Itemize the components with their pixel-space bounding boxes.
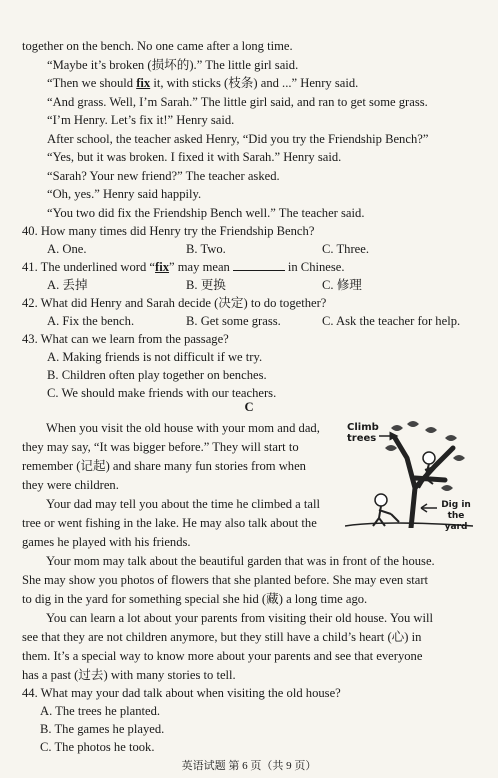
option-a[interactable]: A. One. xyxy=(47,242,87,256)
illus-label-climb: Climb trees xyxy=(347,422,379,444)
passage-line: to dig in the yard for something special she hid (藏) a long time ago. xyxy=(22,592,368,606)
illustration-tree-and-yard xyxy=(345,418,473,532)
option-a[interactable]: A. 丢掉 xyxy=(47,278,88,292)
passage-line: has a past (过去) with many stories to tell. xyxy=(22,668,236,682)
question-stem: 42. What did Henry and Sarah decide (决定) to do together? xyxy=(22,296,327,310)
option-c[interactable]: C. Ask the teacher for help. xyxy=(322,314,461,328)
underlined-word-fix: fix xyxy=(155,260,170,274)
passage-line: After school, the teacher asked Henry, “Did you try the Friendship Bench?” xyxy=(47,132,429,146)
option-b[interactable]: B. 更换 xyxy=(186,278,226,292)
question-stem: 43. What can we learn from the passage? xyxy=(22,332,229,346)
passage-line: they were children. xyxy=(22,478,119,492)
passage-line: You can learn a lot about your parents from visiting their old house. You will xyxy=(46,611,433,625)
passage-line: She may show you photos of flowers that she planted before. She may even start xyxy=(22,573,429,587)
option-c[interactable]: C. We should make friends with our teachers. xyxy=(47,386,277,400)
passage-line: “Maybe it’s broken (损坏的).” The little girl said. xyxy=(47,58,299,72)
answer-blank[interactable] xyxy=(233,260,285,271)
passage-line: Your dad may tell you about the time he climbed a tall xyxy=(46,497,320,511)
passage-line: see that they are not children anymore, but they still have a child’s heart (心) in xyxy=(22,630,422,644)
option-b[interactable]: B. Two. xyxy=(186,242,226,256)
passage-line: “You two did fix the Friendship Bench well.” The teacher said. xyxy=(47,206,365,220)
option-c[interactable]: C. Three. xyxy=(322,242,369,256)
underlined-word-fix: fix xyxy=(136,76,151,90)
question-stem: 40. How many times did Henry try the Friendship Bench? xyxy=(22,224,315,238)
passage-line: they may say, “It was bigger before.” They will start to xyxy=(22,440,299,454)
passage-line: “I’m Henry. Let’s fix it!” Henry said. xyxy=(47,113,235,127)
passage-line: “Yes, but it was broken. I fixed it with Sarah.” Henry said. xyxy=(47,150,342,164)
option-c[interactable]: C. The photos he took. xyxy=(40,740,155,754)
option-a[interactable]: A. The trees he planted. xyxy=(40,704,161,718)
passage-line: Your mom may talk about the beautiful garden that was in front of the house. xyxy=(46,554,435,568)
passage-line: remember (记起) and share many fun stories from when xyxy=(22,459,306,473)
option-b[interactable]: B. The games he played. xyxy=(40,722,165,736)
question-stem: 41. The underlined word “fix” may mean in Chinese. xyxy=(22,260,345,274)
passage-line: “Then we should fix it, with sticks (枝条) and ...” Henry said. xyxy=(47,76,359,90)
section-label: C xyxy=(244,400,254,414)
option-a[interactable]: A. Making friends is not difficult if we try. xyxy=(47,350,263,364)
option-b[interactable]: B. Children often play together on benches. xyxy=(47,368,267,382)
passage-line: games he played with his friends. xyxy=(22,535,191,549)
option-c[interactable]: C. 修理 xyxy=(322,278,362,292)
page-footer: 英语试题 第 6 页（共 9 页） xyxy=(181,760,317,772)
passage-line: “Oh, yes.” Henry said happily. xyxy=(47,187,202,201)
passage-line: “And grass. Well, I’m Sarah.” The little girl said, and ran to get some grass. xyxy=(47,95,428,109)
question-stem: 44. What may your dad talk about when visiting the old house? xyxy=(22,686,341,700)
passage-line: When you visit the old house with your mom and dad, xyxy=(46,421,320,435)
passage-line: them. It’s a special way to know more about your parents and see that everyone xyxy=(22,649,423,663)
option-b[interactable]: B. Get some grass. xyxy=(186,314,281,328)
illus-label-dig: Dig in the yard xyxy=(441,500,471,532)
passage-line: together on the bench. No one came after a long time. xyxy=(22,39,293,53)
passage-line: “Sarah? Your new friend?” The teacher asked. xyxy=(47,169,280,183)
passage-line: tree or went fishing in the lake. He may also talk about the xyxy=(22,516,317,530)
option-a[interactable]: A. Fix the bench. xyxy=(47,314,135,328)
